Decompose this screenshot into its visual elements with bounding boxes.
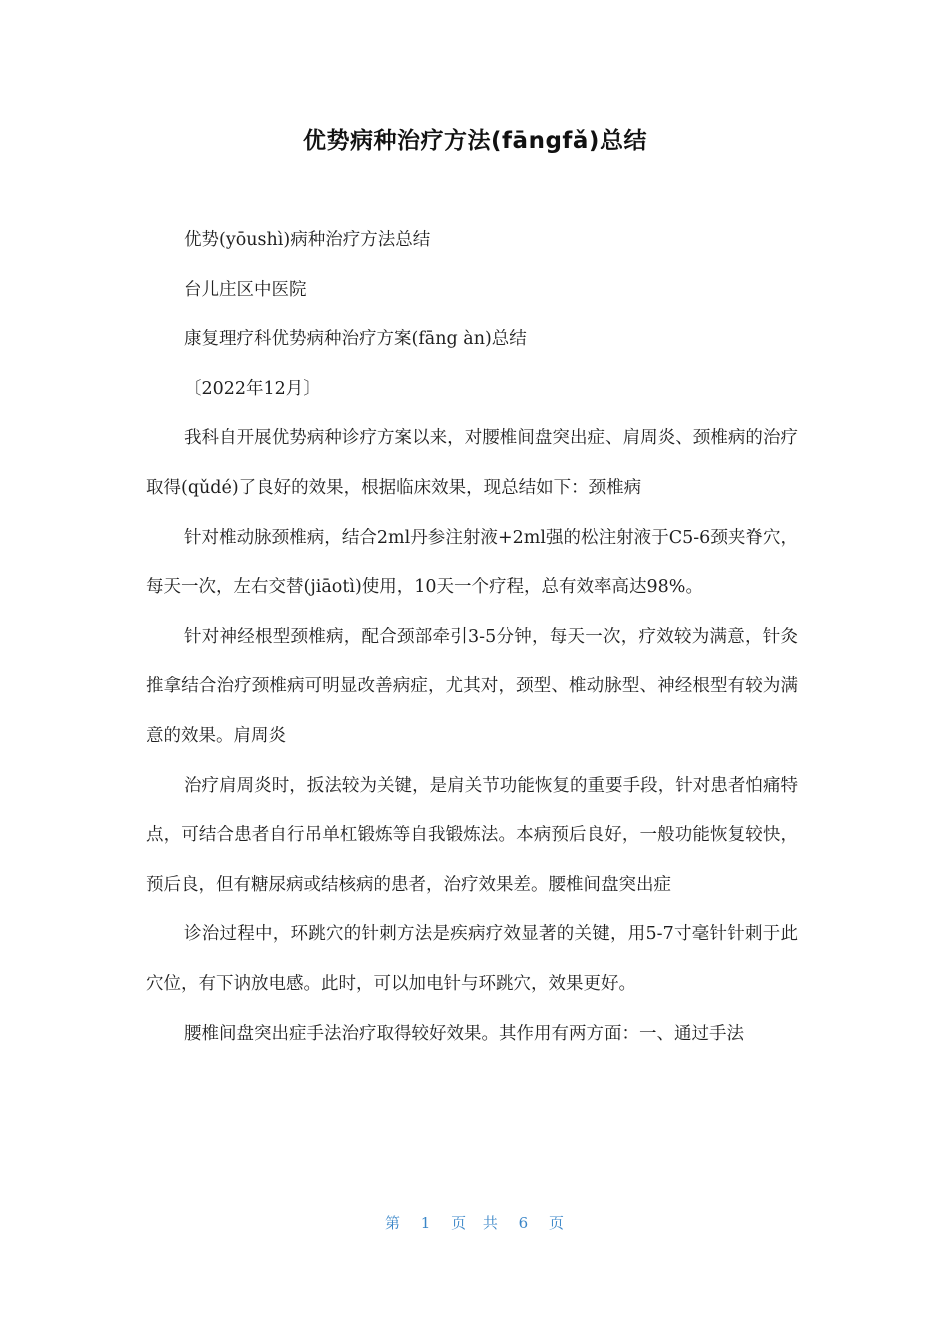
document-title: 优势病种治疗方法(fāngfǎ)总结: [303, 128, 647, 154]
paragraph-cervical-nerve: 针对神经根型颈椎病，配合颈部牵引3-5分钟，每天一次，疗效较为满意，针灸推拿结合治疗颈椎病可明显改善病症，尤其对，颈型、椎动脉型、神经根型有较为满意的效果。肩周炎: [146, 626, 798, 746]
document-body: [146, 216, 798, 1059]
paragraph-intro: 我科自开展优势病种诊疗方案以来，对腰椎间盘突出症、肩周炎、颈椎病的治疗取得(qǔdé)了良好的效果，根据临床效果，现总结如下：颈椎病: [146, 428, 798, 498]
paragraph-shoulder: 治疗肩周炎时，扳法较为关键，是肩关节功能恢复的重要手段，针对患者怕痛特点，可结合患者自行吊单杠锻炼等自我锻炼法。本病预后良好，一般功能恢复较快，预后良，但有糖尿病或结核病的患者，治疗效果差。腰椎间盘突出症: [146, 775, 798, 895]
paragraph-hospital: 台儿庄区中医院: [184, 279, 307, 300]
footer-suffix: 页: [549, 1214, 566, 1232]
footer-prefix: 第: [384, 1214, 401, 1232]
paragraph-lumbar-acupuncture: 诊治过程中，环跳穴的针刺方法是疾病疗效显著的关键，用5-7寸毫针针刺于此穴位，有下讷放电感。此时，可以加电针与环跳穴，效果更好。: [146, 924, 798, 994]
footer-middle: 页 共: [451, 1214, 499, 1232]
paragraph-cervical-vertebral: 针对椎动脉颈椎病，结合2ml丹参注射液+2ml强的松注射液于C5-6颈夹脊穴，每天一次，左右交替(jiāotì)使用，10天一个疗程，总有效率高达98%。: [146, 527, 798, 598]
paragraph-department: 康复理疗科优势病种治疗方案(fāng àn)总结: [184, 329, 527, 350]
page-footer: [0, 1212, 950, 1233]
paragraph-lumbar-manual: 腰椎间盘突出症手法治疗取得较好效果。其作用有两方面：一、通过手法: [184, 1023, 744, 1044]
footer-page-number: 1: [420, 1214, 432, 1232]
footer-total-pages: 6: [518, 1214, 530, 1232]
paragraph-subtitle: 优势(yōushì)病种治疗方法总结: [184, 230, 431, 250]
paragraph-date: 〔2022年12月〕: [184, 378, 321, 399]
